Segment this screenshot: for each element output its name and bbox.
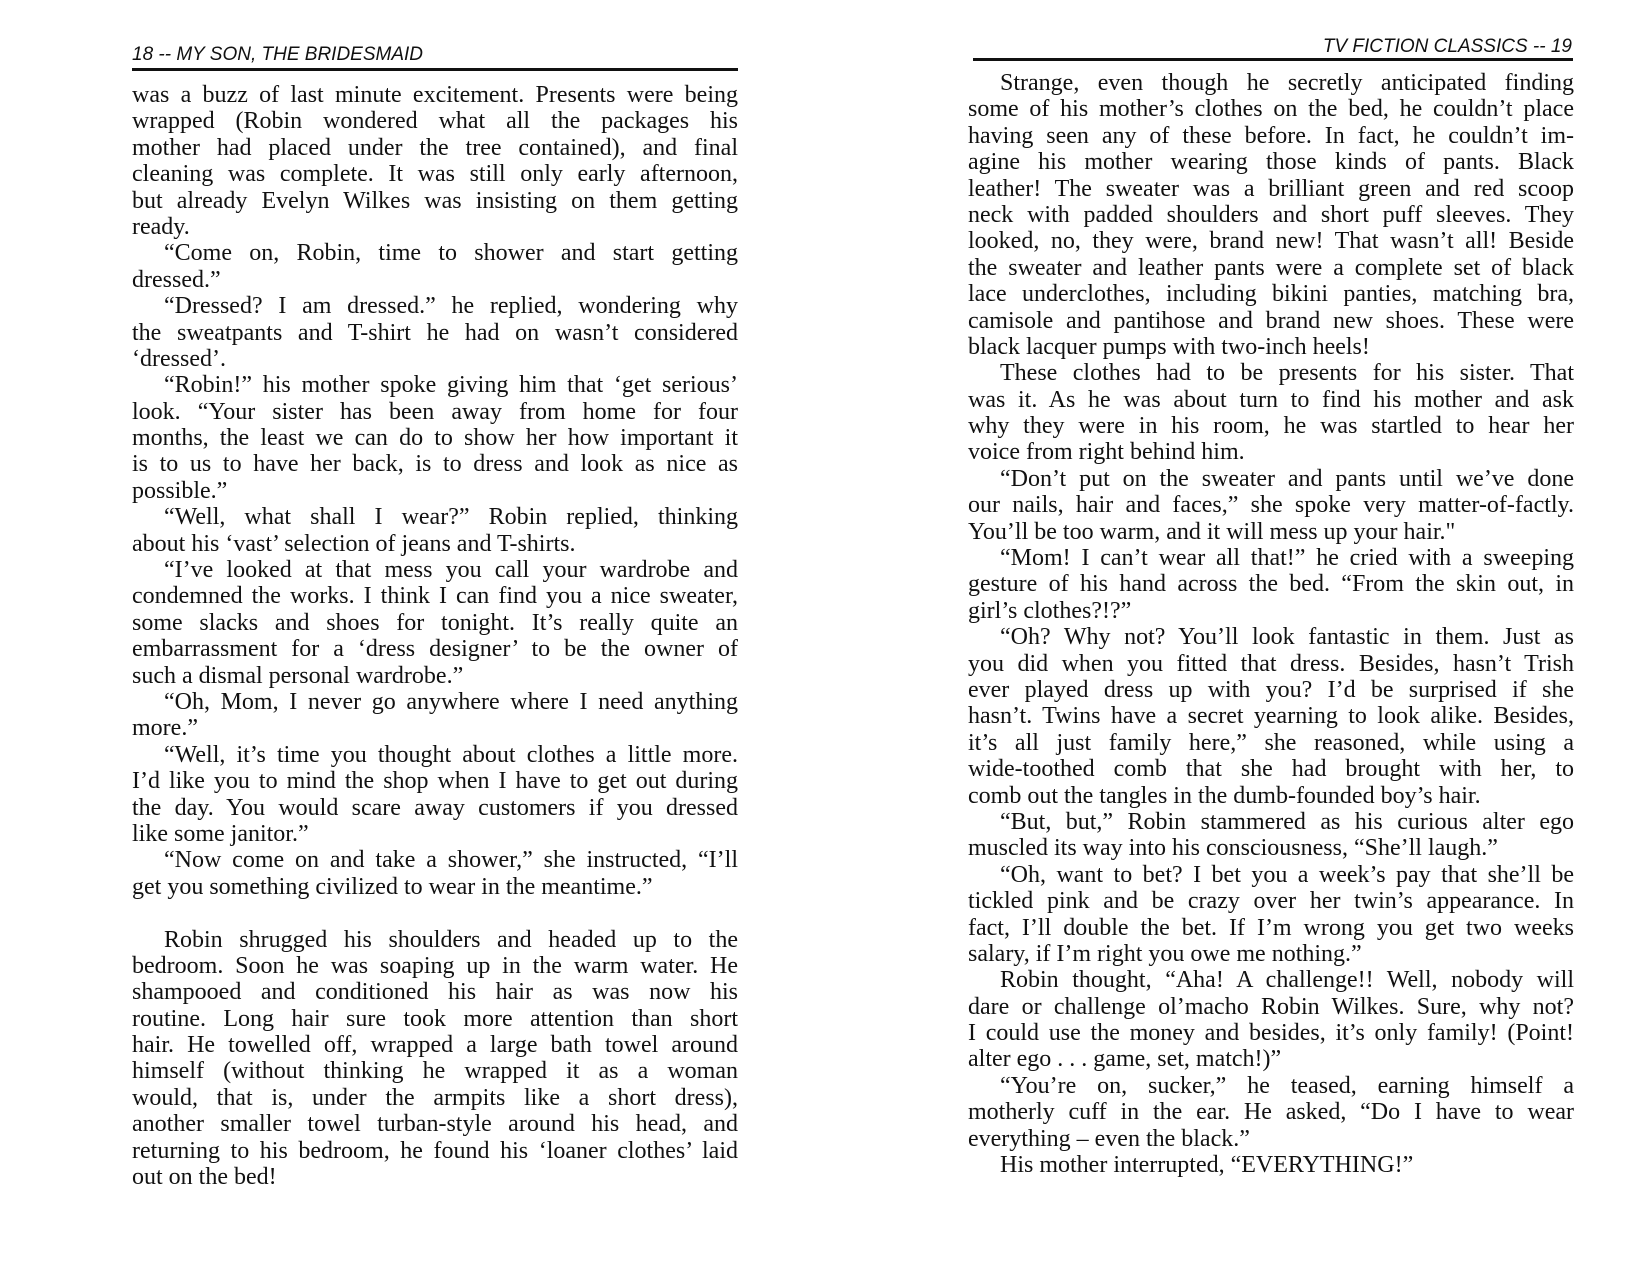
text-line: alter ego . . . game, set, match!)” bbox=[968, 1046, 1282, 1073]
text-line: voice from right behind him. bbox=[968, 439, 1245, 466]
text-line: such a dismal personal wardrobe.” bbox=[132, 662, 464, 689]
text-line: muscled its way into his consciousness, “She’ll laugh.” bbox=[968, 835, 1498, 862]
text-line: routine. Long hair sure took more attention than short bbox=[132, 1005, 738, 1032]
right-header-rule bbox=[973, 58, 1573, 61]
text-line: camisole and pantihose and brand new shoes. These were bbox=[968, 307, 1574, 334]
text-line: Strange, even though he secretly anticipated finding bbox=[1000, 70, 1574, 96]
text-line: dressed.” bbox=[132, 266, 221, 293]
text-line: more.” bbox=[132, 715, 198, 742]
text-line: leather! The sweater was a brilliant green and red scoop bbox=[968, 175, 1574, 202]
text-line: look. “Your sister has been away from home for four bbox=[132, 398, 738, 425]
text-line: “Dressed? I am dressed.” he replied, wondering why bbox=[164, 293, 738, 320]
text-line: “Well, what shall I wear?” Robin replied, thinking bbox=[164, 504, 738, 531]
text-line: some slacks and shoes for tonight. It’s really quite an bbox=[132, 609, 738, 636]
text-line: get you something civilized to wear in the meantime.” bbox=[132, 873, 653, 900]
text-line: Robin thought, “Aha! A challenge!! Well, nobody will bbox=[1000, 967, 1574, 994]
text-line: His mother interrupted, “EVERYTHING!” bbox=[1000, 1152, 1414, 1179]
text-line: was it. As he was about turn to find his mother and ask bbox=[968, 386, 1574, 413]
text-line: the day. You would scare away customers if you dressed bbox=[132, 794, 738, 821]
text-line: You’ll be too warm, and it will mess up your hair." bbox=[968, 518, 1456, 545]
text-line: condemned the works. I think I can find you a nice sweater, bbox=[132, 583, 738, 610]
blank-line bbox=[132, 900, 738, 926]
text-line: shampooed and conditioned his hair as was now his bbox=[132, 979, 738, 1006]
text-line: “Oh, Mom, I never go anywhere where I need anything bbox=[164, 688, 738, 715]
text-line: I could use the money and besides, it’s only family! (Point! bbox=[968, 1020, 1574, 1047]
text-line: “Come on, Robin, time to shower and start getting bbox=[164, 240, 738, 267]
text-line: agine his mother wearing those kinds of pants. Black bbox=[968, 149, 1574, 176]
text-line: himself (without thinking he wrapped it as a woman bbox=[132, 1058, 738, 1085]
text-line: tickled pink and be crazy over her twin’s appearance. In bbox=[968, 888, 1574, 915]
text-line: ready. bbox=[132, 213, 190, 240]
text-line: why they were in his room, he was startled to hear her bbox=[968, 413, 1574, 440]
text-line: “Oh, want to bet? I bet you a week’s pay that she’ll be bbox=[1000, 861, 1574, 888]
left-page-body bbox=[132, 82, 738, 1190]
text-line: mother had placed under the tree contained), and final bbox=[132, 134, 738, 161]
text-line: neck with padded shoulders and short puff sleeves. They bbox=[968, 201, 1574, 228]
left-header-rule bbox=[132, 68, 738, 71]
text-line: possible.” bbox=[132, 477, 228, 504]
text-line: but already Evelyn Wilkes was insisting on them getting bbox=[132, 187, 738, 214]
text-line: bedroom. Soon he was soaping up in the warm water. He bbox=[132, 952, 738, 979]
text-line: about his ‘vast’ selection of jeans and T-shirts. bbox=[132, 530, 576, 557]
right-page-header: TV FICTION CLASSICS -- 19 bbox=[1322, 36, 1572, 57]
text-line: another smaller towel turban-style around his head, and bbox=[132, 1111, 738, 1138]
text-line: you did when you fitted that dress. Besides, hasn’t Trish bbox=[968, 650, 1574, 677]
text-line: having seen any of these before. In fact, he couldn’t im- bbox=[968, 122, 1574, 149]
text-line: would, that is, under the armpits like a short dress), bbox=[132, 1084, 738, 1111]
text-line: “Robin!” his mother spoke giving him that ‘get serious’ bbox=[164, 372, 738, 399]
text-line: was a buzz of last minute excitement. Presents were being bbox=[132, 82, 738, 108]
text-line: “Don’t put on the sweater and pants until we’ve done bbox=[1000, 465, 1574, 492]
text-line: it’s all just family here,” she reasoned, while using a bbox=[968, 729, 1574, 756]
text-line: “Now come on and take a shower,” she instructed, “I’ll bbox=[164, 847, 738, 874]
text-line: embarrassment for a ‘dress designer’ to be the owner of bbox=[132, 636, 738, 663]
text-line: “You’re on, sucker,” he teased, earning himself a bbox=[1000, 1072, 1574, 1099]
text-line: like some janitor.” bbox=[132, 820, 309, 847]
text-line: motherly cuff in the ear. He asked, “Do I have to wear bbox=[968, 1099, 1574, 1126]
text-line: lace underclothes, including bikini panties, matching bra, bbox=[968, 281, 1574, 308]
text-line: looked, no, they were, brand new! That wasn’t all! Beside bbox=[968, 228, 1574, 255]
text-line: out on the bed! bbox=[132, 1164, 277, 1191]
text-line: the sweatpants and T-shirt he had on wasn’t considered bbox=[132, 319, 738, 346]
text-line: wrapped (Robin wondered what all the packages his bbox=[132, 108, 738, 135]
text-line: gesture of his hand across the bed. “From the skin out, in bbox=[968, 571, 1574, 598]
text-line: “I’ve looked at that mess you call your wardrobe and bbox=[164, 557, 738, 584]
text-line: some of his mother’s clothes on the bed, he couldn’t place bbox=[968, 96, 1574, 123]
text-line: I’d like you to mind the shop when I have to get out during bbox=[132, 768, 738, 795]
text-line: These clothes had to be presents for his sister. That bbox=[1000, 360, 1574, 387]
text-line: returning to his bedroom, he found his ‘loaner clothes’ laid bbox=[132, 1137, 738, 1164]
text-line: our nails, hair and faces,” she spoke very matter-of-factly. bbox=[968, 492, 1574, 519]
text-line: fact, I’ll double the bet. If I’m wrong you get two weeks bbox=[968, 914, 1574, 941]
text-line: hair. He towelled off, wrapped a large bath towel around bbox=[132, 1032, 738, 1059]
left-page-header: 18 -- MY SON, THE BRIDESMAID bbox=[132, 44, 424, 65]
text-line: the sweater and leather pants were a complete set of black bbox=[968, 254, 1574, 281]
text-line: ‘dressed’. bbox=[132, 345, 226, 372]
right-page-body bbox=[968, 70, 1574, 1178]
text-line: cleaning was complete. It was still only early afternoon, bbox=[132, 161, 738, 188]
text-line: black lacquer pumps with two-inch heels! bbox=[968, 333, 1370, 360]
text-line: “But, but,” Robin stammered as his curious alter ego bbox=[1000, 808, 1574, 835]
text-line: months, the least we can do to show her how important it bbox=[132, 425, 738, 452]
text-line: is to us to have her back, is to dress and look as nice as bbox=[132, 451, 738, 478]
text-line: “Oh? Why not? You’ll look fantastic in them. Just as bbox=[1000, 624, 1574, 651]
text-line: girl’s clothes?!?” bbox=[968, 597, 1132, 624]
text-line: everything – even the black.” bbox=[968, 1125, 1250, 1152]
text-line: hasn’t. Twins have a secret yearning to look alike. Besides, bbox=[968, 703, 1574, 730]
text-line: Robin shrugged his shoulders and headed up to the bbox=[164, 926, 738, 953]
text-line: comb out the tangles in the dumb-founded boy’s hair. bbox=[968, 782, 1481, 809]
text-line: “Mom! I can’t wear all that!” he cried with a sweeping bbox=[1000, 545, 1574, 572]
text-line: wide-toothed comb that she had brought with her, to bbox=[968, 756, 1574, 783]
text-line: dare or challenge ol’macho Robin Wilkes. Sure, why not? bbox=[968, 993, 1574, 1020]
text-line: salary, if I’m right you owe me nothing.” bbox=[968, 940, 1362, 967]
text-line: “Well, it’s time you thought about clothes a little more. bbox=[164, 741, 738, 768]
text-line: ever played dress up with you? I’d be surprised if she bbox=[968, 676, 1574, 703]
